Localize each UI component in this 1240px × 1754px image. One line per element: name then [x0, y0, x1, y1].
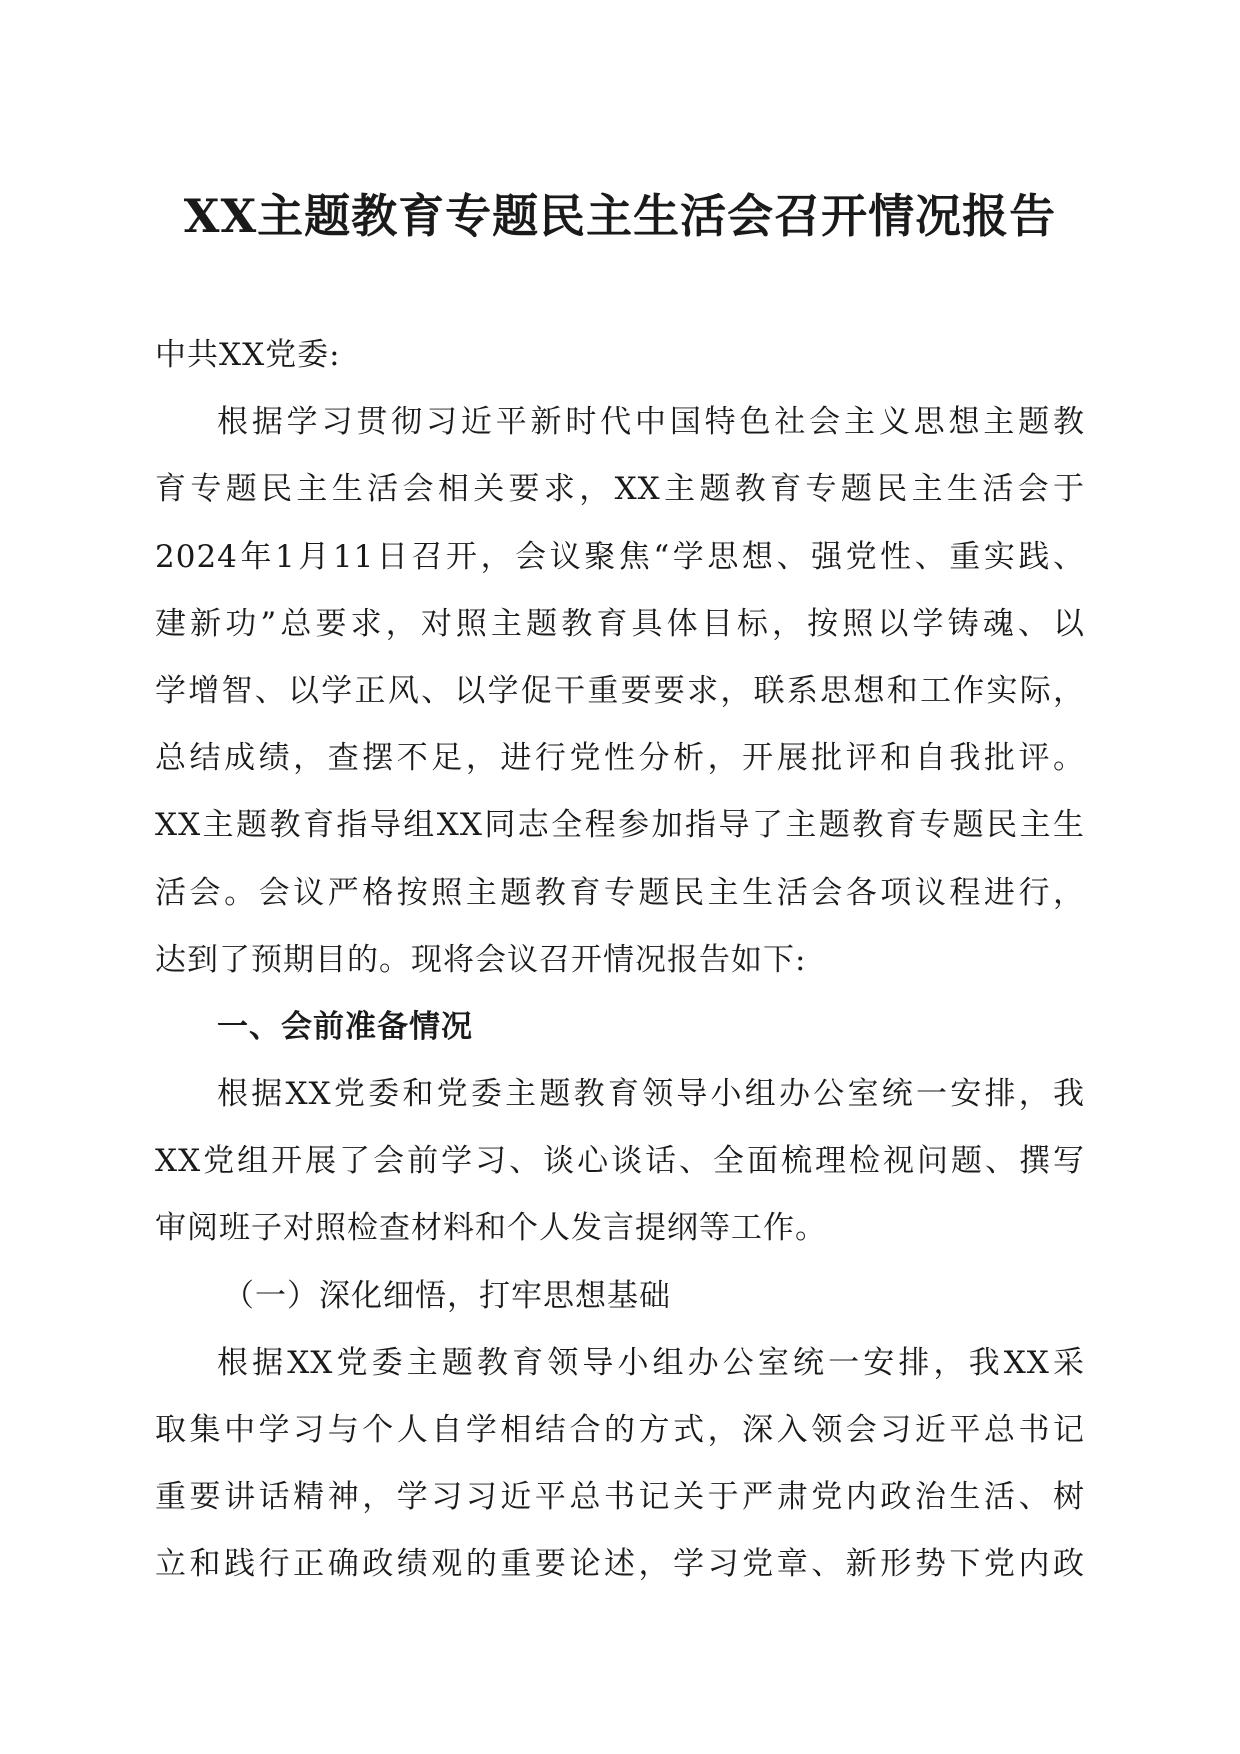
- paragraph-intro: [155, 389, 1085, 994]
- paragraph-preparation: [155, 1061, 1085, 1263]
- document-body: [155, 322, 1085, 1599]
- document-title: XX主题教育专题民主生活会召开情况报告: [183, 189, 1057, 243]
- salutation: 中共XX党委:: [155, 337, 341, 373]
- paragraph-line: 育专题民主生活会相关要求，XX主题教育专题民主生活会于: [155, 471, 1085, 508]
- paragraph-line: 学增智、以学正风、以学促干重要要求，联系思想和工作实际，: [155, 672, 1085, 709]
- paragraph-line: 审阅班子对照检查材料和个人发言提纲等工作。: [155, 1210, 827, 1247]
- paragraph-line: 建新功”总要求，对照主题教育具体目标，按照以学铸魂、以: [155, 605, 1085, 642]
- paragraph-line: 活会。会议严格按照主题教育专题民主生活会各项议程进行，: [155, 874, 1085, 911]
- paragraph-study: [155, 1330, 1085, 1599]
- subsection-heading: （一）深化细悟，打牢思想基础: [223, 1277, 671, 1314]
- section-heading: 一、会前准备情况: [217, 1008, 473, 1045]
- paragraph-line: 重要讲话精神，学习习近平总书记关于严肃党内政治生活、树: [155, 1479, 1085, 1516]
- paragraph-line: 达到了预期目的。现将会议召开情况报告如下:: [155, 941, 807, 978]
- paragraph-line: 根据学习贯彻习近平新时代中国特色社会主义思想主题教: [217, 404, 1085, 441]
- paragraph-line: 立和践行正确政绩观的重要论述，学习党章、新形势下党内政: [155, 1546, 1085, 1583]
- paragraph-line: 2024年1月11日召开，会议聚焦“学思想、强党性、重实践、: [155, 538, 1085, 575]
- paragraph-line: XX党组开展了会前学习、谈心谈话、全面梳理检视问题、撰写: [155, 1143, 1085, 1180]
- paragraph-line: XX主题教育指导组XX同志全程参加指导了主题教育专题民主生: [155, 807, 1085, 844]
- paragraph-line: 取集中学习与个人自学相结合的方式，深入领会习近平总书记: [155, 1412, 1085, 1448]
- paragraph-line: 根据XX党委和党委主题教育领导小组办公室统一安排，我: [217, 1076, 1085, 1113]
- paragraph-line: 根据XX党委主题教育领导小组办公室统一安排，我XX采: [217, 1344, 1085, 1381]
- paragraph-line: 总结成绩，查摆不足，进行党性分析，开展批评和自我批评。: [155, 740, 1085, 777]
